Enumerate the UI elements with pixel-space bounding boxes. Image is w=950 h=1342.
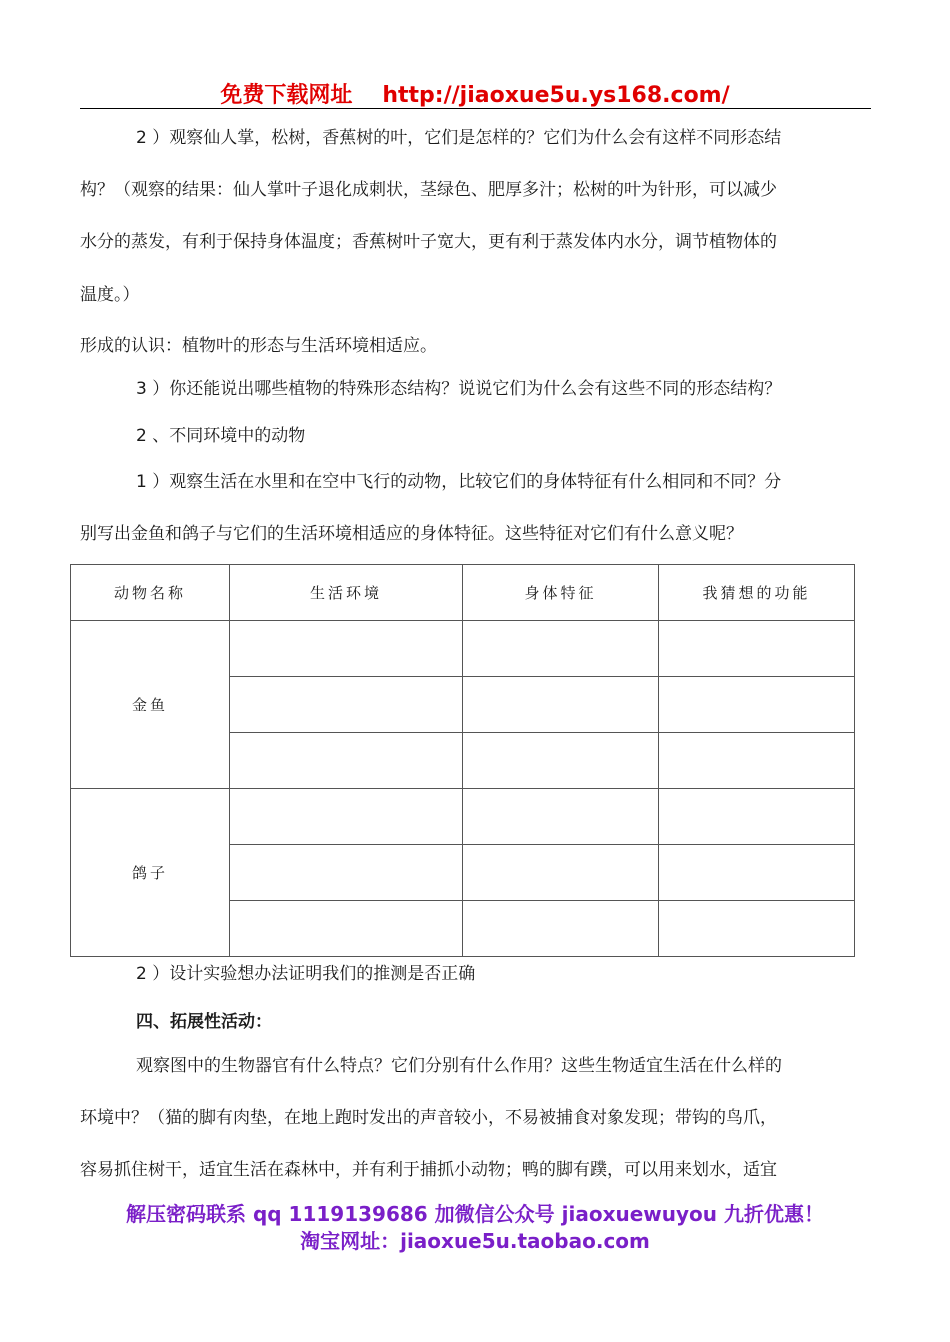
table-cell[interactable] bbox=[659, 901, 855, 957]
header-cell: 身体特征 bbox=[463, 565, 659, 621]
table-cell[interactable] bbox=[230, 901, 463, 957]
para-1-line-2: 构？（观察的结果：仙人掌叶子退化成刺状，茎绿色、肥厚多汁；松树的叶为针形，可以减少 bbox=[80, 180, 777, 200]
table-row bbox=[71, 621, 855, 677]
animal-name-cell: 金鱼 bbox=[71, 621, 230, 789]
para-5-line-1: 1 ）观察生活在水里和在空中飞行的动物，比较它们的身体特征有什么相同和不同？分 bbox=[136, 472, 782, 492]
header-cell: 生活环境 bbox=[230, 565, 463, 621]
table-cell[interactable] bbox=[659, 789, 855, 845]
header-divider bbox=[80, 108, 871, 109]
table-cell[interactable] bbox=[659, 845, 855, 901]
para-1-line-1: 2 ）观察仙人掌，松树，香蕉树的叶，它们是怎样的？它们为什么会有这样不同形态结 bbox=[136, 128, 782, 148]
table-cell[interactable] bbox=[463, 677, 659, 733]
footer-shop-link[interactable]: 淘宝网址：jiaoxue5u.taobao.com bbox=[300, 1229, 650, 1253]
table-cell[interactable] bbox=[230, 733, 463, 789]
para-7-line-3: 容易抓住树干，适宜生活在森林中，并有利于捕抓小动物；鸭的脚有蹼，可以用来划水，适宜 bbox=[80, 1160, 777, 1180]
animal-feature-table bbox=[70, 564, 855, 957]
table-cell[interactable] bbox=[463, 733, 659, 789]
para-4-heading: 2 、不同环境中的动物 bbox=[136, 426, 306, 446]
table-row bbox=[71, 789, 855, 845]
table-cell[interactable] bbox=[463, 901, 659, 957]
para-1-line-3: 水分的蒸发，有利于保持身体温度；香蕉树叶子宽大，更有利于蒸发体内水分，调节植物体的 bbox=[80, 232, 777, 252]
table-cell[interactable] bbox=[230, 677, 463, 733]
table-cell[interactable] bbox=[659, 733, 855, 789]
header-cell: 我猜想的功能 bbox=[659, 565, 855, 621]
header-label: 免费下载网址 bbox=[220, 83, 353, 108]
header-cell: 动物名称 bbox=[71, 565, 230, 621]
table-cell[interactable] bbox=[230, 789, 463, 845]
table-cell[interactable] bbox=[659, 621, 855, 677]
table-cell[interactable] bbox=[463, 789, 659, 845]
table-cell[interactable] bbox=[230, 845, 463, 901]
table-cell[interactable] bbox=[659, 677, 855, 733]
para-3-line: 3 ）你还能说出哪些植物的特殊形态结构？说说它们为什么会有这些不同的形态结构？ bbox=[136, 379, 782, 399]
download-header bbox=[0, 78, 950, 109]
para-5-line-2: 别写出金鱼和鸽子与它们的生活环境相适应的身体特征。这些特征对它们有什么意义呢？ bbox=[80, 524, 743, 544]
footer-contact-line: 解压密码联系 qq 1119139686 加微信公众号 jiaoxuewuyou 九折优惠！ bbox=[126, 1202, 824, 1226]
para-7-line-2: 环境中？（猫的脚有肉垫，在地上跑时发出的声音较小，不易被捕食对象发现；带钩的鸟爪， bbox=[80, 1108, 777, 1128]
table-cell[interactable] bbox=[230, 621, 463, 677]
table-cell[interactable] bbox=[463, 845, 659, 901]
animal-name-cell: 鸽子 bbox=[71, 789, 230, 957]
section-4-heading: 四、拓展性活动： bbox=[136, 1012, 272, 1032]
header-url-link[interactable]: http://jiaoxue5u.ys168.com/ bbox=[382, 83, 730, 108]
para-1-line-4: 温度。） bbox=[80, 285, 140, 305]
table-header-row bbox=[71, 565, 855, 621]
para-7-line-1: 观察图中的生物器官有什么特点？它们分别有什么作用？这些生物适宜生活在什么样的 bbox=[136, 1056, 782, 1076]
para-6-line: 2 ）设计实验想办法证明我们的推测是否正确 bbox=[136, 964, 476, 984]
table-cell[interactable] bbox=[463, 621, 659, 677]
conclusion-line: 形成的认识：植物叶的形态与生活环境相适应。 bbox=[80, 336, 437, 356]
